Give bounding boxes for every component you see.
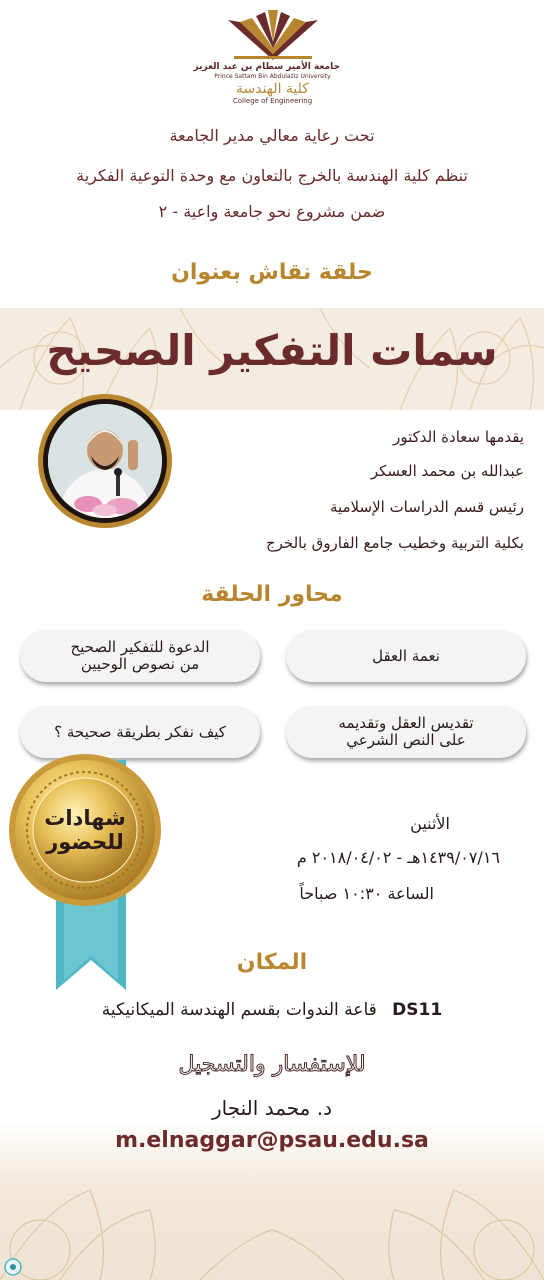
presenter-name: عبدالله بن محمد العسكر — [370, 462, 524, 480]
college-name-arabic: كلية الهندسة — [236, 81, 309, 97]
location-text: قاعة الندوات بقسم الهندسة الميكانيكية — [101, 1000, 377, 1020]
university-logo — [193, 10, 340, 115]
event-title: سمات التفكير الصحيح — [46, 326, 498, 375]
presenter-photo — [48, 404, 162, 518]
location-line — [0, 1000, 544, 1020]
presenter-affiliation: بكلية التربية وخطيب جامع الفاروق بالخرج — [265, 534, 524, 552]
topic-pill: الدعوة للتفكير الصحيح من نصوص الوحيين — [20, 630, 260, 682]
organizer-line: تنظم كلية الهندسة بالخرج بالتعاون مع وحدة التوعية الفكرية — [76, 166, 468, 185]
contact-name: د. محمد النجار — [211, 1096, 332, 1120]
university-name-arabic: جامعة الأمير سطام بن عبد العزيز — [193, 62, 340, 72]
project-line: ضمن مشروع نحو جامعة واعية - ٢ — [158, 202, 386, 221]
certificates-badge: شهادات للحضور — [44, 806, 126, 854]
event-type-heading: حلقة نقاش بعنوان — [171, 260, 373, 285]
event-date: ١٤٣٩/٠٧/١٦هـ - ٢٠١٨/٠٤/٠٢ م — [296, 848, 500, 867]
watermark-logo-icon — [4, 1258, 22, 1276]
topic-pill: تقديس العقل وتقديمه على النص الشرعي — [286, 706, 526, 758]
location-code: DS11 — [392, 1000, 443, 1020]
title-banner — [0, 308, 544, 410]
topics-heading: محاور الحلقة — [201, 582, 343, 607]
event-day: الأثنين — [410, 814, 450, 833]
presenter-portrait — [38, 394, 172, 528]
patronage-line: تحت رعاية معالي مدير الجامعة — [169, 126, 375, 145]
book-crown-icon — [218, 10, 328, 62]
college-name-english: College of Engineering — [232, 97, 313, 105]
presenter-position: رئيس قسم الدراسات الإسلامية — [329, 498, 524, 516]
event-time: الساعة ١٠:٣٠ صباحاً — [299, 884, 434, 903]
location-heading: المكان — [236, 950, 308, 975]
university-name-english: Prince Sattam Bin Abdulaziz University — [214, 73, 331, 80]
contact-heading: للإستفسار والتسجيل — [178, 1052, 366, 1077]
contact-email[interactable]: m.elnaggar@psau.edu.sa — [115, 1128, 429, 1153]
presenter-intro: يقدمها سعادة الدكتور — [393, 428, 524, 446]
topic-pill: كيف نفكر بطريقة صحيحة ؟ — [20, 706, 260, 758]
topic-pill: نعمة العقل — [286, 630, 526, 682]
